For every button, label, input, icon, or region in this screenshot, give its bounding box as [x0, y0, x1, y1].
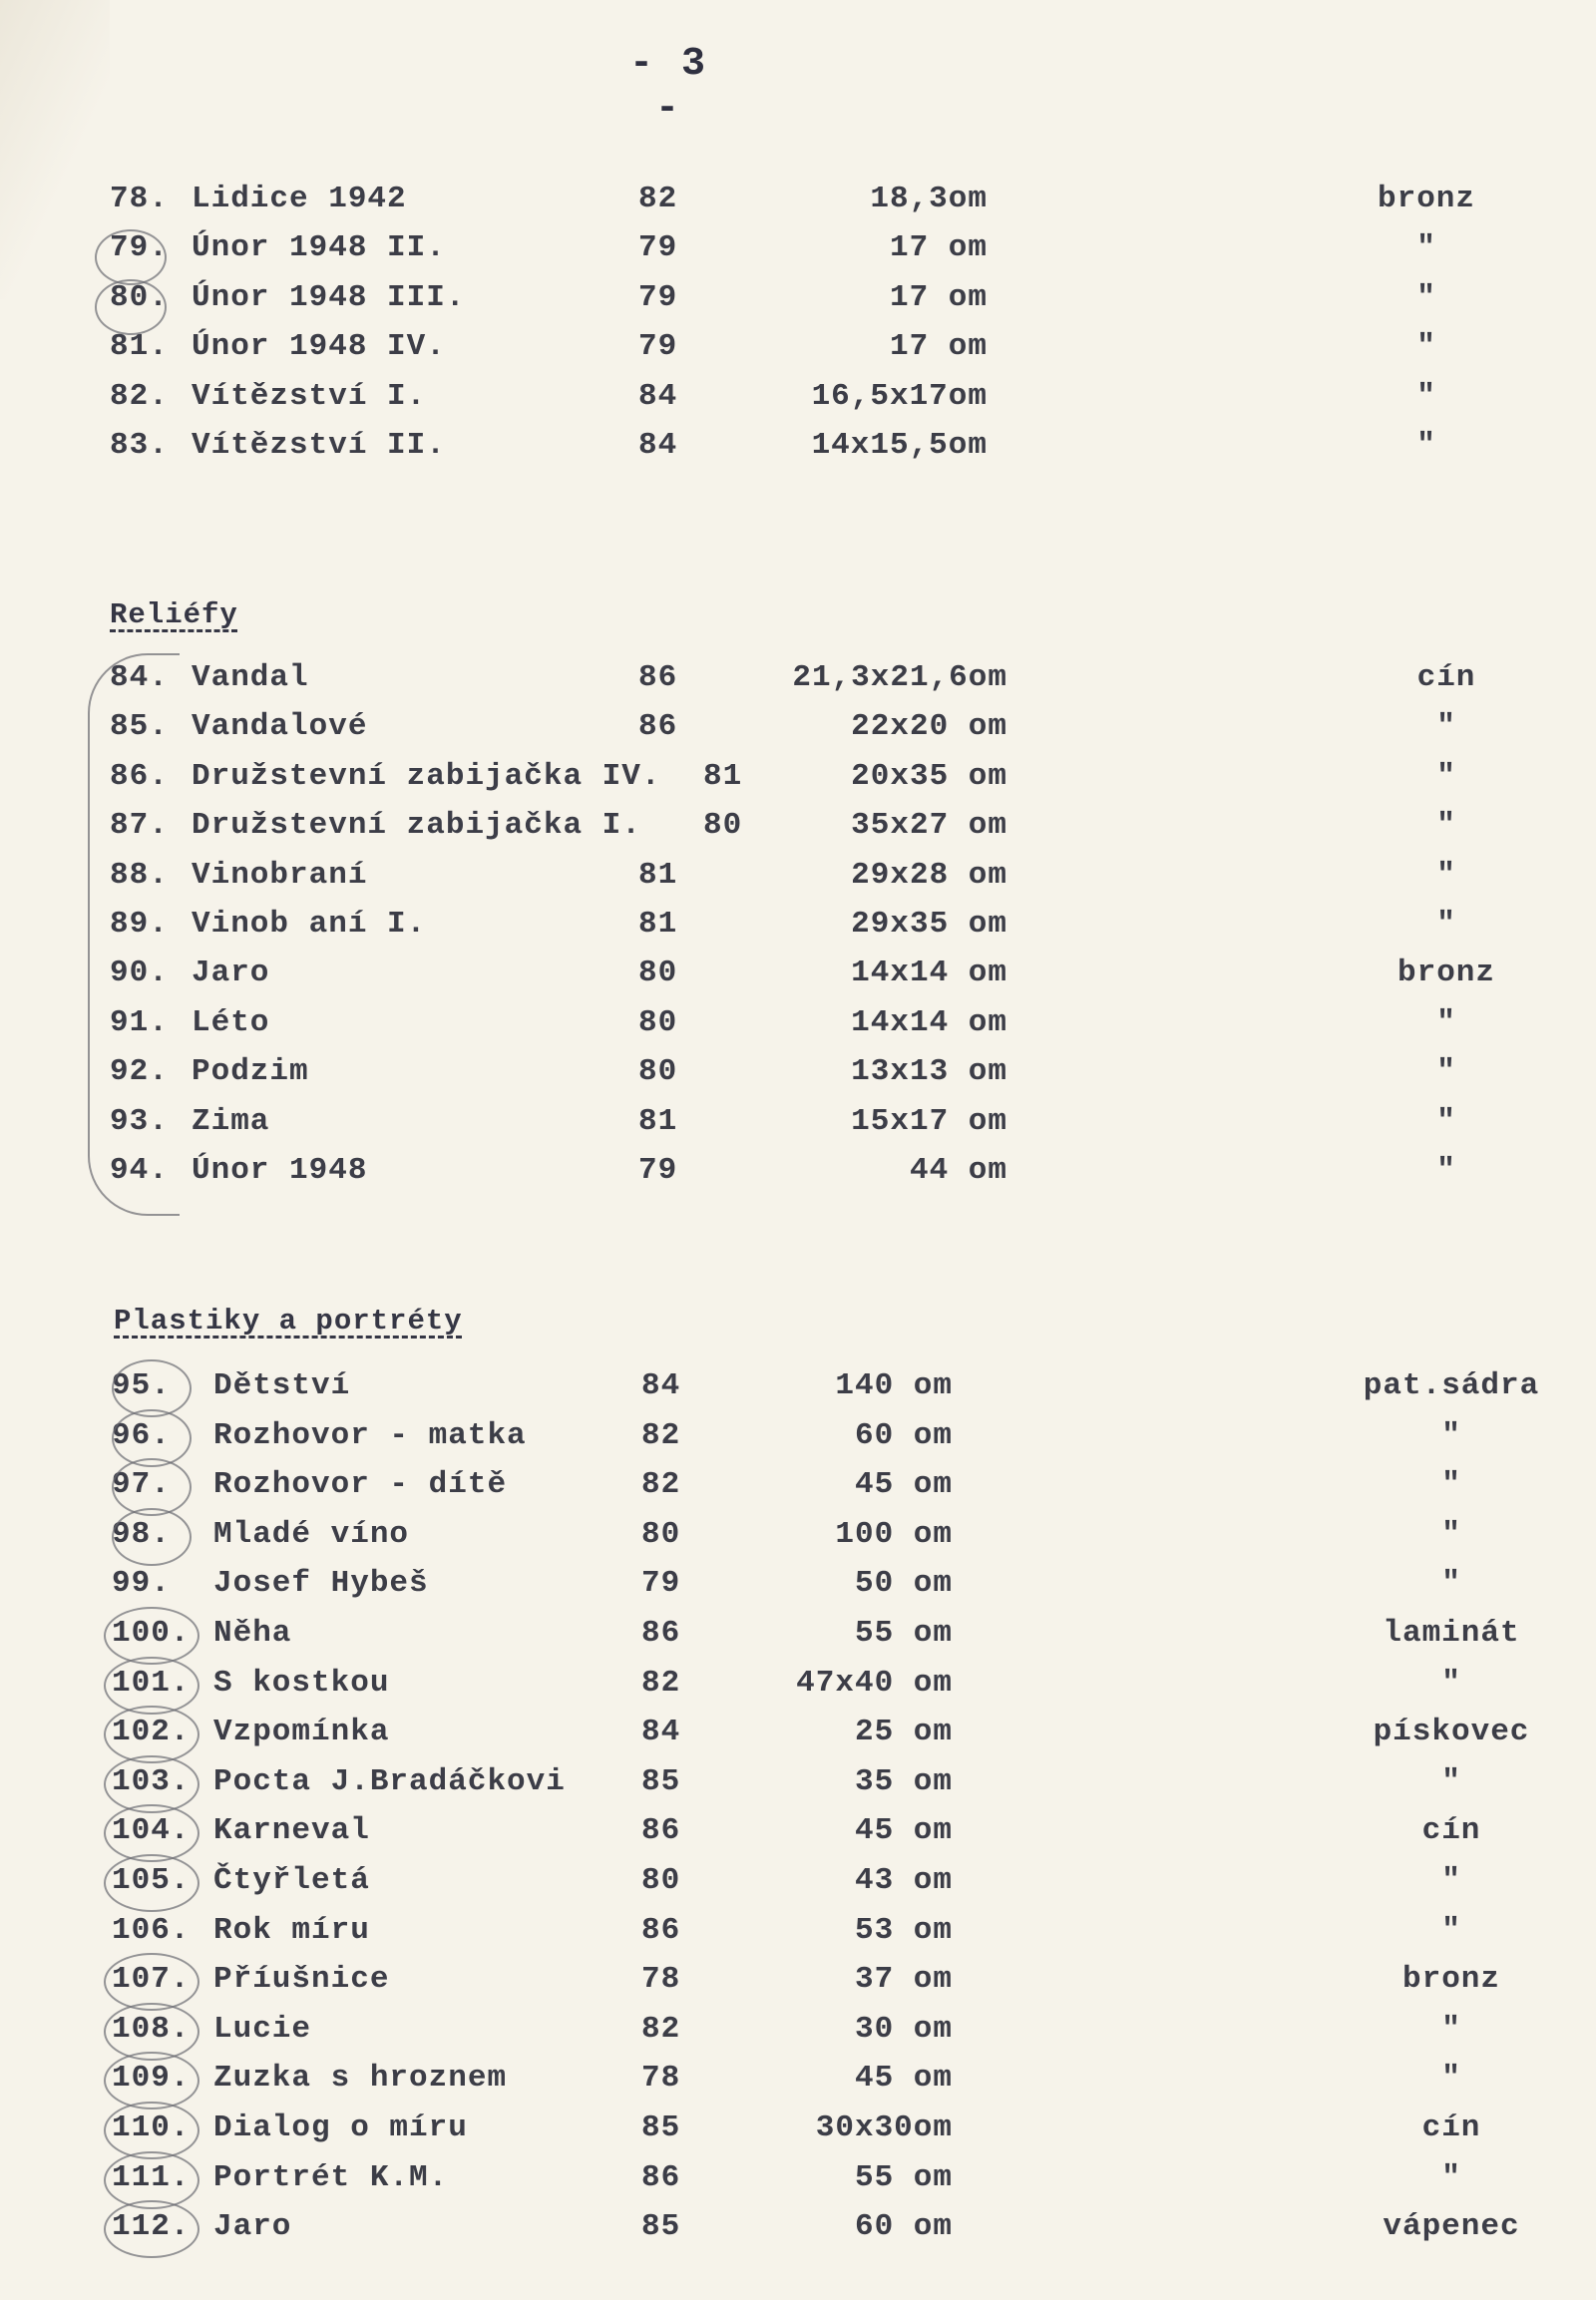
pencil-circle: [104, 1854, 200, 1912]
catalog-row: [0, 426, 1596, 476]
item-year: 80: [641, 1863, 681, 1898]
catalog-row: [0, 1151, 1596, 1201]
item-dimensions: 30x30om: [815, 2110, 953, 2145]
item-year: 79: [638, 329, 678, 365]
item-number: 85.: [110, 709, 169, 745]
catalog-row: [0, 1960, 1596, 2010]
item-number: 97.: [112, 1467, 171, 1503]
item-number: 78.: [110, 182, 169, 216]
item-material: ": [1441, 1912, 1461, 1948]
item-material: ": [1416, 378, 1436, 414]
item-number: 83.: [110, 428, 169, 463]
item-number: 102.: [112, 1715, 191, 1750]
item-number: 79.: [110, 230, 169, 266]
item-dimensions: 140 om: [835, 1368, 953, 1403]
item-number: 103.: [112, 1763, 191, 1799]
item-title: Příušnice: [213, 1962, 390, 1998]
catalog-row: [0, 1713, 1596, 1762]
catalog-row: [0, 1861, 1596, 1911]
item-number: 107.: [112, 1962, 191, 1998]
item-title: Rozhovor - dítě: [213, 1467, 508, 1503]
item-number: 80.: [110, 279, 169, 315]
item-year: 84: [641, 1715, 681, 1750]
item-dimensions: 45 om: [854, 2061, 953, 2097]
item-year: 84: [638, 378, 678, 414]
item-number: 105.: [112, 1863, 191, 1898]
catalog-row: [0, 2059, 1596, 2108]
item-year: 84: [641, 1368, 681, 1403]
item-title: Zuzka s hroznem: [213, 2061, 508, 2097]
catalog-row: [0, 228, 1596, 278]
catalog-row: [0, 1052, 1596, 1102]
item-year: 79: [638, 1153, 678, 1188]
item-dimensions: 37 om: [854, 1962, 953, 1998]
pencil-circle: [112, 1508, 192, 1566]
item-material: ": [1441, 1763, 1461, 1799]
item-title: Dialog o míru: [213, 2110, 468, 2145]
item-title: Vítězství II.: [192, 428, 446, 463]
item-dimensions: 50 om: [854, 1566, 953, 1602]
item-title: Čtyřletá: [213, 1863, 370, 1898]
item-year: 82: [641, 1467, 681, 1503]
item-dimensions: 45 om: [854, 1813, 953, 1849]
catalog-row: [0, 1664, 1596, 1714]
item-number: 100.: [112, 1616, 191, 1651]
catalog-row: [0, 1416, 1596, 1466]
catalog-row: [0, 1465, 1596, 1515]
pencil-circle: [95, 279, 167, 335]
item-dimensions: 45 om: [854, 1467, 953, 1503]
item-material: ": [1441, 1467, 1461, 1503]
item-material: bronz: [1401, 1962, 1500, 1998]
item-number: 89.: [110, 907, 169, 942]
pencil-circle: [104, 2200, 200, 2258]
item-dimensions: 22x20 om: [851, 709, 1007, 745]
item-title: Vzpomínka: [213, 1715, 390, 1750]
item-title: Léto: [192, 1004, 270, 1040]
item-material: cín: [1416, 660, 1476, 695]
item-material: cín: [1421, 1813, 1481, 1849]
item-year: 85: [641, 1763, 681, 1799]
item-dimensions: 17 om: [889, 230, 988, 266]
item-title: Karneval: [213, 1813, 370, 1849]
item-material: ": [1436, 709, 1456, 745]
item-dimensions: 17 om: [889, 279, 988, 315]
catalog-row: [0, 1003, 1596, 1053]
item-title: Jaro: [213, 2209, 292, 2245]
item-year: 84: [638, 428, 678, 463]
item-year: 80: [703, 808, 743, 844]
item-year: 85: [641, 2110, 681, 2145]
item-year: 82: [641, 2011, 681, 2047]
item-material: ": [1416, 329, 1436, 365]
item-year: 81: [638, 1103, 678, 1139]
catalog-row: [0, 1102, 1596, 1152]
catalog-row: [0, 707, 1596, 757]
item-number: 81.: [110, 329, 169, 365]
pencil-circle: [95, 229, 167, 285]
item-material: ": [1441, 1566, 1461, 1602]
catalog-row: [0, 757, 1596, 807]
item-number: 104.: [112, 1813, 191, 1849]
item-title: Lucie: [213, 2011, 312, 2047]
item-dimensions: 20x35 om: [851, 758, 1007, 794]
item-material: bronz: [1377, 182, 1475, 216]
item-material: pat.sádra: [1363, 1368, 1540, 1403]
item-year: 86: [641, 1813, 681, 1849]
item-number: 106.: [112, 1912, 191, 1948]
item-year: 81: [638, 857, 678, 893]
item-title: Zima: [192, 1103, 270, 1139]
item-dimensions: 60 om: [854, 2209, 953, 2245]
item-material: cín: [1421, 2110, 1481, 2145]
item-title: Únor 1948 IV.: [192, 329, 446, 365]
item-year: 86: [641, 2159, 681, 2195]
catalog-row: [0, 658, 1596, 708]
item-title: Portrét K.M.: [213, 2159, 449, 2195]
catalog-row: [0, 1515, 1596, 1565]
item-dimensions: 14x14 om: [851, 956, 1007, 991]
catalog-row: [0, 278, 1596, 328]
item-title: Vandal: [192, 660, 309, 695]
item-number: 86.: [110, 758, 169, 794]
item-dimensions: 35x27 om: [851, 808, 1007, 844]
item-number: 108.: [112, 2011, 191, 2047]
item-number: 109.: [112, 2061, 191, 2097]
item-year: 86: [638, 709, 678, 745]
item-year: 78: [641, 1962, 681, 1998]
item-material: ": [1436, 857, 1456, 893]
catalog-row: [0, 954, 1596, 1003]
catalog-row: [0, 180, 1596, 229]
item-title: Vandalové: [192, 709, 368, 745]
item-material: ": [1441, 2061, 1461, 2097]
item-year: 79: [638, 230, 678, 266]
catalog-row: [0, 377, 1596, 427]
item-material: ": [1436, 1054, 1456, 1090]
item-dimensions: 55 om: [854, 1616, 953, 1651]
item-dimensions: 25 om: [854, 1715, 953, 1750]
item-number: 92.: [110, 1054, 169, 1090]
item-title: S kostkou: [213, 1665, 390, 1701]
item-dimensions: 18,3om: [870, 182, 988, 216]
catalog-row: [0, 2158, 1596, 2208]
item-year: 86: [641, 1912, 681, 1948]
item-year: 79: [641, 1566, 681, 1602]
catalog-row: [0, 1811, 1596, 1861]
item-year: 80: [641, 1516, 681, 1552]
item-material: ": [1436, 1004, 1456, 1040]
item-title: Něha: [213, 1616, 292, 1651]
item-title: Družstevní zabijačka I.: [192, 808, 641, 844]
item-number: 111.: [112, 2159, 191, 2195]
catalog-row: [0, 2207, 1596, 2257]
item-title: Rok míru: [213, 1912, 370, 1948]
item-year: 80: [638, 1054, 678, 1090]
item-title: Mladé víno: [213, 1516, 410, 1552]
item-material: ": [1436, 758, 1456, 794]
item-dimensions: 13x13 om: [851, 1054, 1007, 1090]
item-number: 101.: [112, 1665, 191, 1701]
item-material: ": [1441, 1863, 1461, 1898]
item-title: Únor 1948 II.: [192, 230, 446, 266]
item-dimensions: 60 om: [854, 1417, 953, 1453]
item-title: Vinobraní: [192, 857, 368, 893]
catalog-row: [0, 806, 1596, 856]
catalog-row: [0, 1564, 1596, 1614]
item-number: 87.: [110, 808, 169, 844]
item-title: Lidice 1942: [192, 182, 407, 216]
catalog-row: [0, 856, 1596, 906]
item-dimensions: 100 om: [835, 1516, 953, 1552]
item-material: laminát: [1383, 1616, 1520, 1651]
item-number: 110.: [112, 2110, 191, 2145]
catalog-row: [0, 2108, 1596, 2158]
item-number: 84.: [110, 660, 169, 695]
item-number: 91.: [110, 1004, 169, 1040]
item-title: Josef Hybeš: [213, 1566, 429, 1602]
item-dimensions: 14x15,5om: [811, 428, 988, 463]
item-year: 80: [638, 1004, 678, 1040]
item-title: Vinob aní I.: [192, 907, 427, 942]
item-year: 80: [638, 956, 678, 991]
item-number: 82.: [110, 378, 169, 414]
item-dimensions: 17 om: [889, 329, 988, 365]
item-number: 90.: [110, 956, 169, 991]
item-dimensions: 29x35 om: [851, 907, 1007, 942]
item-year: 82: [641, 1665, 681, 1701]
item-dimensions: 53 om: [854, 1912, 953, 1948]
item-material: pískovec: [1373, 1715, 1530, 1750]
item-dimensions: 43 om: [854, 1863, 953, 1898]
item-material: ": [1436, 1153, 1456, 1188]
item-material: ": [1441, 1417, 1461, 1453]
item-material: ": [1441, 1665, 1461, 1701]
item-dimensions: 21,3x21,6om: [792, 660, 1007, 695]
item-material: ": [1416, 230, 1436, 266]
item-title: Podzim: [192, 1054, 309, 1090]
item-number: 93.: [110, 1103, 169, 1139]
pencil-bracket: [88, 653, 180, 1216]
item-dimensions: 44 om: [909, 1153, 1007, 1188]
catalog-row: [0, 1366, 1596, 1416]
item-material: ": [1441, 2011, 1461, 2047]
item-year: 79: [638, 279, 678, 315]
item-dimensions: 30 om: [854, 2011, 953, 2047]
item-title: Pocta J.Bradáčkovi: [213, 1763, 566, 1799]
item-material: ": [1441, 1516, 1461, 1552]
item-dimensions: 15x17 om: [851, 1103, 1007, 1139]
item-dimensions: 16,5x17om: [811, 378, 988, 414]
catalog-row: [0, 2010, 1596, 2060]
item-year: 81: [703, 758, 743, 794]
item-year: 78: [641, 2061, 681, 2097]
item-number: 88.: [110, 857, 169, 893]
item-number: 98.: [112, 1516, 171, 1552]
item-title: Rozhovor - matka: [213, 1417, 527, 1453]
item-number: 112.: [112, 2209, 191, 2245]
catalog-row: [0, 1614, 1596, 1664]
item-dimensions: 14x14 om: [851, 1004, 1007, 1040]
item-title: Únor 1948 III.: [192, 279, 466, 315]
item-material: ": [1441, 2159, 1461, 2195]
item-number: 99.: [112, 1566, 171, 1602]
item-material: ": [1436, 907, 1456, 942]
item-year: 82: [641, 1417, 681, 1453]
item-dimensions: 55 om: [854, 2159, 953, 2195]
item-material: ": [1436, 1103, 1456, 1139]
item-year: 81: [638, 907, 678, 942]
item-year: 82: [638, 182, 678, 216]
catalog-row: [0, 327, 1596, 377]
section-heading-reliefy: Reliéfy: [110, 598, 238, 631]
item-material: ": [1416, 428, 1436, 463]
page-number: - 3 -: [628, 42, 707, 132]
item-year: 85: [641, 2209, 681, 2245]
item-number: 95.: [112, 1368, 171, 1403]
item-title: Únor 1948: [192, 1153, 368, 1188]
item-material: bronz: [1396, 956, 1495, 991]
item-title: Dětství: [213, 1368, 351, 1403]
item-title: Družstevní zabijačka IV.: [192, 758, 661, 794]
item-dimensions: 29x28 om: [851, 857, 1007, 893]
item-material: ": [1416, 279, 1436, 315]
item-dimensions: 35 om: [854, 1763, 953, 1799]
section-heading-plastiky: Plastiky a portréty: [114, 1305, 463, 1338]
item-number: 94.: [110, 1153, 169, 1188]
catalog-row: [0, 1762, 1596, 1812]
item-year: 86: [641, 1616, 681, 1651]
item-year: 86: [638, 660, 678, 695]
item-title: Jaro: [192, 956, 270, 991]
catalog-row: [0, 905, 1596, 955]
item-title: Vítězství I.: [192, 378, 427, 414]
item-material: ": [1436, 808, 1456, 844]
catalog-row: [0, 1911, 1596, 1961]
item-dimensions: 47x40 om: [796, 1665, 953, 1701]
item-material: vápenec: [1383, 2209, 1520, 2245]
item-number: 96.: [112, 1417, 171, 1453]
